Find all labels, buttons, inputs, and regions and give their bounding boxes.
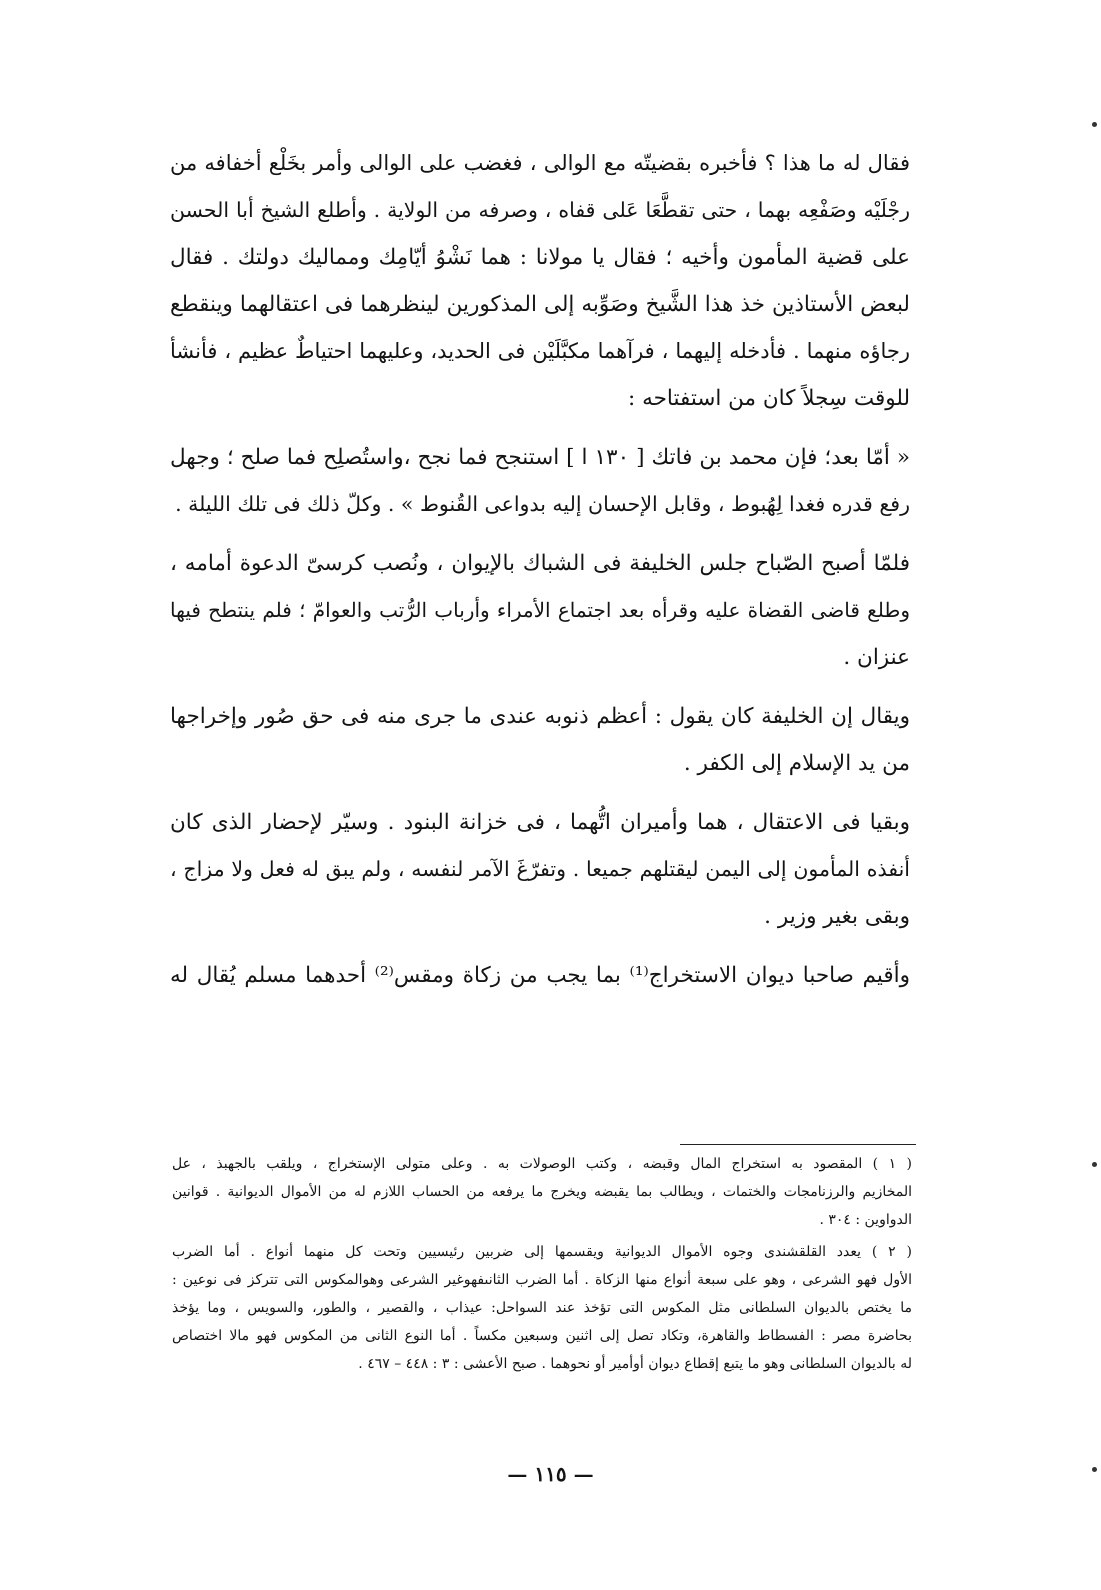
footnote-separator xyxy=(680,1144,916,1145)
text-line: وطلع قاضى القضاة عليه وقرأه بعد اجتماع الأمراء وأرباب الرُّتب والعوامّ ؛ فلم ينتطح فيها xyxy=(170,598,910,622)
main-text xyxy=(170,140,910,1011)
paragraph xyxy=(170,799,910,940)
footnote-line: له بالديوان السلطانى وهو ما يتبع إقطاع ديوان أوأمير أو نحوهما . صبح الأعشى : ٣ : ٤٤٨ – ٤٦٧ . xyxy=(358,1356,912,1372)
footnote-line: ما يختص بالديوان السلطانى مثل المكوس التى تؤخذ عند السواحل: عيذاب ، والقصير ، والطور، والسويس ، وما يؤخذ xyxy=(172,1300,912,1316)
text-line: وأقيم صاحبا ديوان الاستخراج⁽¹⁾ بما يجب من زكاة ومقس⁽²⁾ أحدهما مسلم يُقال له xyxy=(170,963,910,988)
text-line: فقال له ما هذا ؟ فأخبره بقضيتّه مع الوالى ، فغضب على الوالى وأمر بخَلْع أخفافه من xyxy=(170,151,910,175)
footnote-1 xyxy=(172,1150,912,1234)
footnote-line: الأول فهو الشرعى ، وهو على سبعة أنواع منها الزكاة . أما الضرب الثانىفهوغير الشرعى وهوالمكوس التى تتركز فى نوعين : xyxy=(172,1272,912,1288)
paragraph xyxy=(170,540,910,681)
text-line: عنزان . xyxy=(843,645,910,670)
text-line: ويقال إن الخليفة كان يقول : أعظم ذنوبه عندى ما جرى منه فى حق صُور وإخراجها xyxy=(170,704,910,729)
paragraph xyxy=(170,952,910,999)
footnote-line: بحاضرة مصر : الفسطاط والقاهرة، وتكاد تصل إلى اثنين وسبعين مكساً . أما النوع الثانى من المكوس فهو مالا اختصاص xyxy=(172,1328,912,1344)
margin-dot-mark xyxy=(1092,1467,1097,1472)
margin-dot-mark xyxy=(1092,122,1097,127)
text-line: وبقيا فى الاعتقال ، هما وأميران اتُّهما ، فى خزانة البنود . وسيّر لإحضار الذى كان xyxy=(170,810,910,835)
footnote-line: المخازيم والرزنامجات والختمات ، ويطالب بما يقبضه ويخرج ما يرفعه من الحساب اللازم له من الأموال الديوانية . قوانين xyxy=(172,1184,912,1200)
page-number: — ١١٥ — xyxy=(507,1462,594,1486)
text-line: لبعض الأستاذين خذ هذا الشَّيخ وصَوِّبه إلى المذكورين لينظرهما فى اعتقالهما وينقطع xyxy=(170,292,910,317)
text-line: للوقت سِجلاً كان من استفتاحه : xyxy=(628,386,910,411)
footnotes xyxy=(172,1150,912,1382)
footnote-line: ( ٢ ) يعدد القلقشندى وجوه الأموال الديوانية ويقسمها إلى ضربين رئيسيين وتحت كل منهما أنواع . أما الضرب xyxy=(172,1244,912,1260)
footnote-line: الدواوين : ٣٠٤ . xyxy=(819,1212,912,1228)
text-line: فلمّا أصبح الصّباح جلس الخليفة فى الشباك بالإيوان ، ونُصب كرسىّ الدعوة أمامه ، xyxy=(170,551,910,576)
footnote-2 xyxy=(172,1238,912,1378)
footnote-line: ( ١ ) المقصود به استخراج المال وقبضه ، وكتب الوصولات به . وعلى متولى الإستخراج ، ويلقب بالجهبذ ، عل xyxy=(172,1156,912,1172)
text-line: رفع قدره فغدا لِهُبوط ، وقابل الإحسان إليه بدواعى القُنوط » . وكلّ ذلك فى تلك الليلة . xyxy=(175,492,910,516)
margin-dot-mark xyxy=(1092,1162,1097,1167)
paragraph xyxy=(170,140,910,422)
text-line: وبقى بغير وزير . xyxy=(764,904,910,929)
text-line: رجاؤه منهما . فأدخله إليهما ، فرآهما مكبَّلَيْن فى الحديد، وعليهما احتياطٌ عظيم ، فأنشأ xyxy=(170,339,910,363)
text-line: من يد الإسلام إلى الكفر . xyxy=(683,751,910,776)
paragraph xyxy=(170,693,910,787)
text-line: على قضية المأمون وأخيه ؛ فقال يا مولانا : هما نَشْوُ أيّامِك ومماليك دولتك . فقال xyxy=(170,245,910,270)
text-line: رجْلَيْه وصَفْعِه بهما ، حتى تقطَّعَا عَلى قفاه ، وصرفه من الولاية . وأطلع الشيخ أبا الحسن xyxy=(170,198,910,222)
text-line: أنفذه المأمون إلى اليمن ليقتلهم جميعا . وتفرّغَ الآمر لنفسه ، ولم يبق له فعل ولا مزاج ، xyxy=(170,857,910,881)
paragraph xyxy=(170,434,910,528)
text-line: « أمّا بعد؛ فإن محمد بن فاتك [ ١٣٠ ا ] استنجح فما نجح ،واستُصلِح فما صلح ؛ وجهل xyxy=(170,445,911,470)
